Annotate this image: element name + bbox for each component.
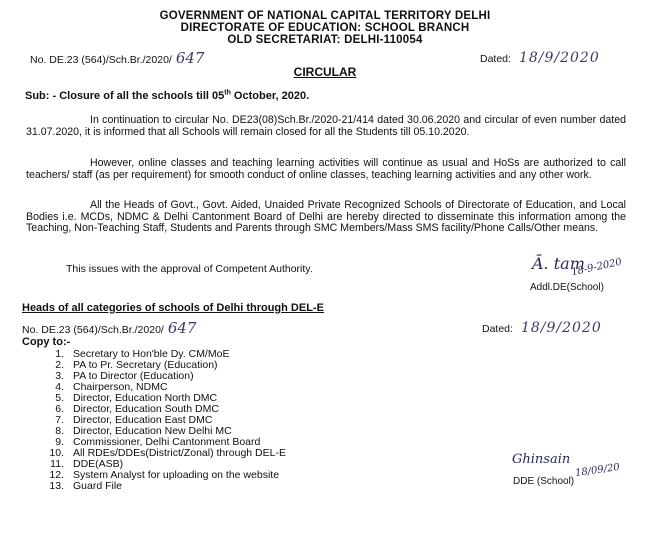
- copy-to-item-text: Director, Education New Delhi MC: [73, 425, 232, 437]
- copy-to-item-text: Chairperson, NDMC: [73, 381, 168, 393]
- copy-to-item-number: 13.: [49, 480, 64, 492]
- copy-to-item-number: 10.: [49, 447, 64, 459]
- header-line-3: OLD SECRETARIAT: DELHI-110054: [227, 34, 423, 46]
- reference-number-bottom: [22, 319, 197, 337]
- copy-to-item-number: 4.: [55, 381, 64, 393]
- paragraph-2: However, online classes and teaching learning activities will continue as usual and HoSs are authorized to call teachers/ staff (as per requirement) for smooth conduct of online classes, teaching learning activities and any other work.: [26, 157, 626, 181]
- copy-to-item-number: 3.: [55, 370, 64, 382]
- reference-number-bottom-prefix: No. DE.23 (564)/Sch.Br./2020/: [22, 324, 164, 336]
- date-bottom: [482, 322, 602, 335]
- copy-to-item-text: DDE(ASB): [73, 458, 124, 470]
- reference-number-top: [30, 49, 205, 67]
- copy-to-item-text: Secretary to Hon'ble Dy. CM/MoE: [73, 348, 230, 360]
- copy-to-item-text: Guard File: [73, 480, 123, 492]
- copy-to-item-number: 5.: [55, 392, 64, 404]
- reference-number-bottom-handwritten: 647: [167, 319, 197, 337]
- subject-prefix: Sub: - Closure of all the schools till 05: [25, 90, 225, 102]
- dated-bottom-label: Dated:: [482, 323, 513, 335]
- copy-to-item-number: 8.: [55, 425, 64, 437]
- copy-to-item: [46, 481, 466, 492]
- copy-to-item-text: PA to Director (Education): [73, 370, 194, 382]
- copy-to-list: [46, 349, 466, 492]
- copy-to-label: Copy to:-: [22, 336, 71, 348]
- copy-to-item-number: 7.: [55, 414, 64, 426]
- copy-to-item-text: System Analyst for uploading on the website: [73, 469, 280, 481]
- copy-to-item-text: Director, Education South DMC: [73, 403, 219, 415]
- copy-to-item-number: 11.: [50, 458, 64, 470]
- dated-handwritten: 18/9/2020: [518, 50, 600, 66]
- subject-suffix: October, 2020.: [230, 90, 310, 102]
- header-line-1: GOVERNMENT OF NATIONAL CAPITAL TERRITORY DELHI: [159, 10, 491, 22]
- copy-to-item-text: PA to Pr. Secretary (Education): [73, 359, 218, 371]
- signature-addl-de-date: 18-9-2020: [570, 256, 623, 279]
- designation-addl-de: Addl.DE(School): [530, 282, 604, 293]
- signature-addl-de: Ā. tam: [532, 254, 585, 273]
- copy-to-item-number: 12.: [49, 469, 64, 481]
- dated-bottom-handwritten: 18/9/2020: [520, 320, 602, 336]
- copy-to-item-text: All RDEs/DDEs(District/Zonal) through DEL-E: [73, 447, 286, 459]
- date-top: [480, 52, 600, 65]
- signature-dde-date: 18/09/20: [574, 461, 621, 480]
- paragraph-3: All the Heads of Govt., Govt. Aided, Unaided Private Recognized Schools of Directorate of Education, and Local Bodies i.e. MCDs, NDMC & Delhi Cantonment Board of Delhi are hereby directed to disseminate this information among the Teaching, Non-Teaching Staff, Students and Parents through SMC Members/Mass SMS facility/Phone Calls/Other means.: [26, 199, 626, 235]
- copy-to-item-number: 9.: [55, 436, 64, 448]
- circular-title: CIRCULAR: [293, 65, 357, 79]
- designation-dde: DDE (School): [513, 476, 575, 487]
- copy-to-item-text: Director, Education East DMC: [73, 414, 213, 426]
- copy-to-item-number: 1.: [55, 348, 64, 360]
- signature-dde: Ghinsain: [512, 452, 571, 467]
- paragraph-4: This issues with the approval of Competent Authority.: [66, 263, 313, 275]
- paragraph-1: In continuation to circular No. DE23(08)Sch.Br./2020-21/414 dated 30.06.2020 and circular of even number dated 31.07.2020, it is informed that all Schools will remain closed for all the Students till 05.10.2020.: [26, 114, 626, 138]
- copy-to-item-text: Commissioner, Delhi Cantonment Board: [73, 436, 261, 448]
- addressee-line: Heads of all categories of schools of Delhi through DEL-E: [22, 302, 324, 314]
- header-line-2: DIRECTORATE OF EDUCATION: SCHOOL BRANCH: [180, 22, 470, 34]
- subject-superscript: th: [224, 89, 231, 97]
- copy-to-item-number: 2.: [55, 359, 64, 371]
- reference-number-handwritten: 647: [175, 49, 205, 67]
- dated-label: Dated:: [480, 53, 511, 65]
- copy-to-item-text: Director, Education North DMC: [73, 392, 218, 404]
- reference-number-prefix: No. DE.23 (564)/Sch.Br./2020/: [30, 54, 172, 66]
- subject-line: [25, 90, 309, 102]
- copy-to-item-number: 6.: [55, 403, 64, 415]
